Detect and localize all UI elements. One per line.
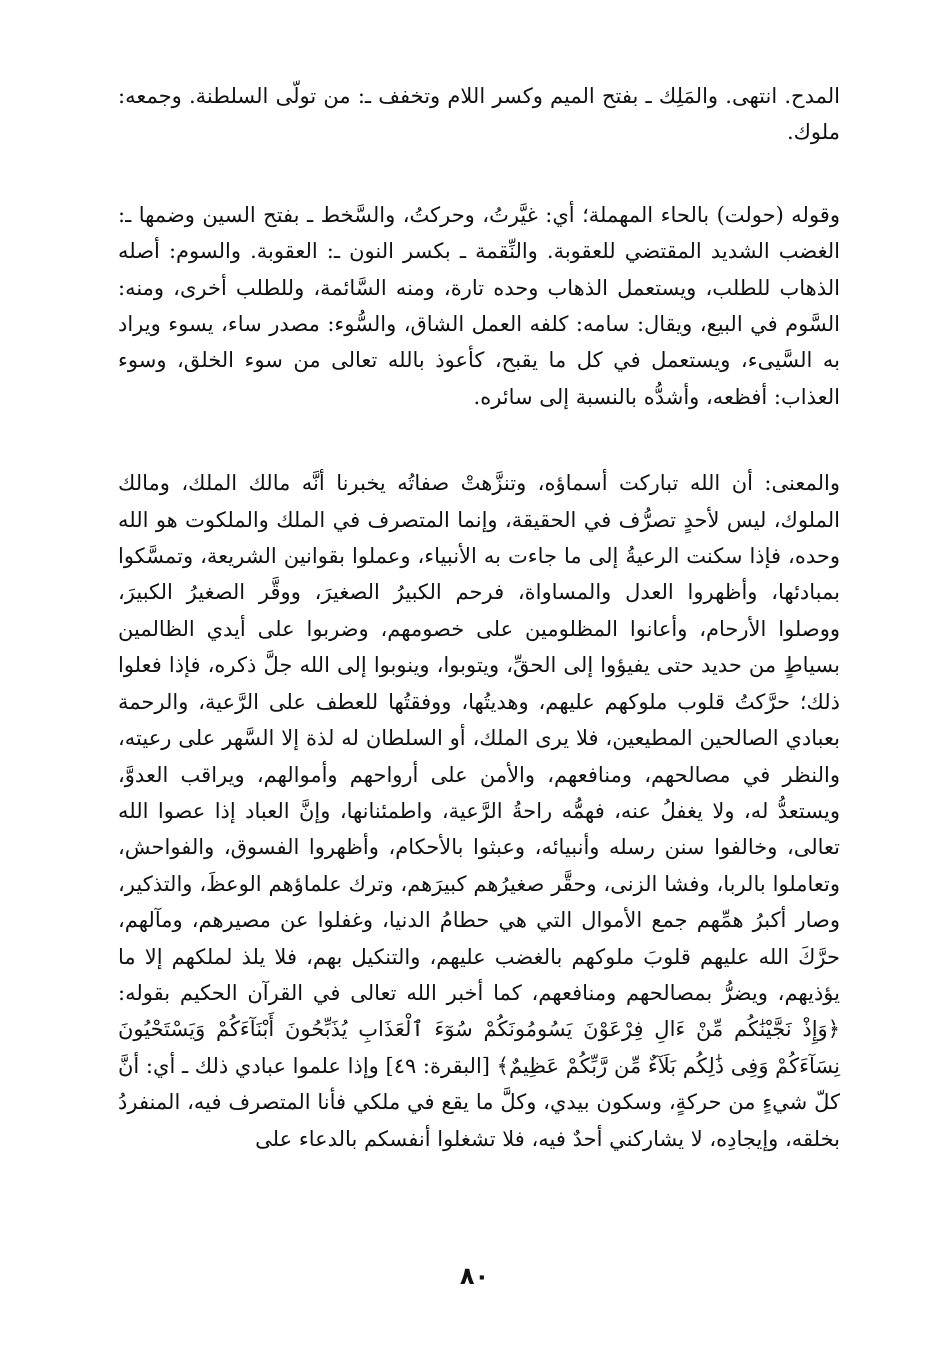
page-body (118, 78, 840, 1157)
paragraph-word-explanations: وقوله (حولت) بالحاء المهملة؛ أي: غيَّرتُ، وحركتُ، والسَّخط ـ بفتح السين وضمها ـ: الغضب الشديد المقتضي للعقوبة. والنِّقمة ـ بكسر النون ـ: العقوبة. والسوم: أصله الذهاب للطلب، ويستعمل الذهاب وحده تارة، ومنه السَّائمة، وللطلب أخرى، ومنه: السَّوم في البيع، ويقال: سامه: كلفه العمل الشاق، والسُّوء: مصدر ساء، يسوء ويراد به السَّيىء، ويستعمل في كل ما يقبح، كأعوذ بالله تعالى من سوء الخلق، وسوء العذاب: أفظعه، وأشدُّه بالنسبة إلى سائره. (118, 202, 840, 409)
page-number: ٨٠ (459, 1262, 490, 1290)
paragraph-definition-malik: المدح. انتهى. والمَلِك ـ بفتح الميم وكسر اللام وتخفف ـ: من تولّى السلطنة. وجمعه: ملوك. (118, 84, 840, 145)
paragraph-meaning: والمعنى: أن الله تباركت أسماؤه، وتنزَّهتْ صفاتُه يخبرنا أنَّه مالك الملك، ومالك الملوك، ليس لأحدٍ تصرُّف في الحقيقة، وإنما المتصرف في الملك والملكوت هو الله وحده، فإذا سكنت الرعيةُ إلى ما جاءت به الأنبياء، وعملوا بقوانين الشريعة، وتمسَّكوا بمبادئها، وأظهروا العدل والمساواة، فرحم الكبيرُ الصغيرَ، ووقَّر الصغيرُ الكبيرَ، ووصلوا الأرحام، وأعانوا المظلومين على خصومهم، وضربوا على أيدي الظالمين بسياطٍ من حديد حتى يفيؤوا إلى الحقِّ، ويتوبوا، وينوبوا إلى الله جلَّ ذكره، فإذا فعلوا ذلك؛ حرَّكتُ قلوب ملوكهم عليهم، وهديتُها، ووفقتُها للعطف على الرَّعية، والرحمة بعبادي الصالحين المطيعين، فلا يرى الملك، أو السلطان له لذة إلا السَّهر على رعيته، والنظر في مصالحهم، ومنافعهم، والأمن على أرواحهم وأموالهم، ويراقب العدوَّ، ويستعدُّ له، ولا يغفلُ عنه، فهمُّه راحةُ الرَّعية، واطمئنانها، وإنَّ العباد إذا عصوا الله تعالى، وخالفوا سنن رسله وأنبيائه، وعبثوا بالأحكام، وأظهروا الفسوق، والفواحش، وتعاملوا بالربا، وفشا الزنى، وحقَّر صغيرُهم كبيرَهم، وترك علماؤهم الوعظَ، والتذكير، وصار أكبرُ همِّهم جمع الأموال التي هي حطامُ الدنيا، وغفلوا عن مصيرهم، ومآلهم، حرَّكَ الله عليهم قلوبَ ملوكهم بالغضب عليهم، والتنكيل بهم، فلا يلذ لملكهم إلا ما يؤذيهم، ويضرُّ بمصالحهم ومنافعهم، كما أخبر الله تعالى في القرآن الحكيم بقوله: ﴿وَإِذْ نَجَّيْنَٰكُم مِّنْ ءَالِ فِرْعَوْنَ يَسُومُونَكُمْ سُوٓءَ ٱلْعَذَابِ يُذَبِّحُونَ أَبْنَآءَكُمْ وَيَسْتَحْيُونَ نِسَآءَكُمْ وَفِى ذَٰلِكُم بَلَآءٌ مِّن رَّبِّكُمْ عَظِيمٌ﴾ [البقرة: ٤٩] وإذا علموا عبادي ذلك ـ أي: أنَّ كلّ شيءٍ من حركةٍ، وسكون بيدي، وكلَّ ما يقع في ملكي فأنا المتصرف فيه، المنفردُ بخلقه، وإيجادِه، لا يشاركني أحدٌ فيه، فلا تشغلوا أنفسكم بالدعاء على (118, 471, 840, 1151)
